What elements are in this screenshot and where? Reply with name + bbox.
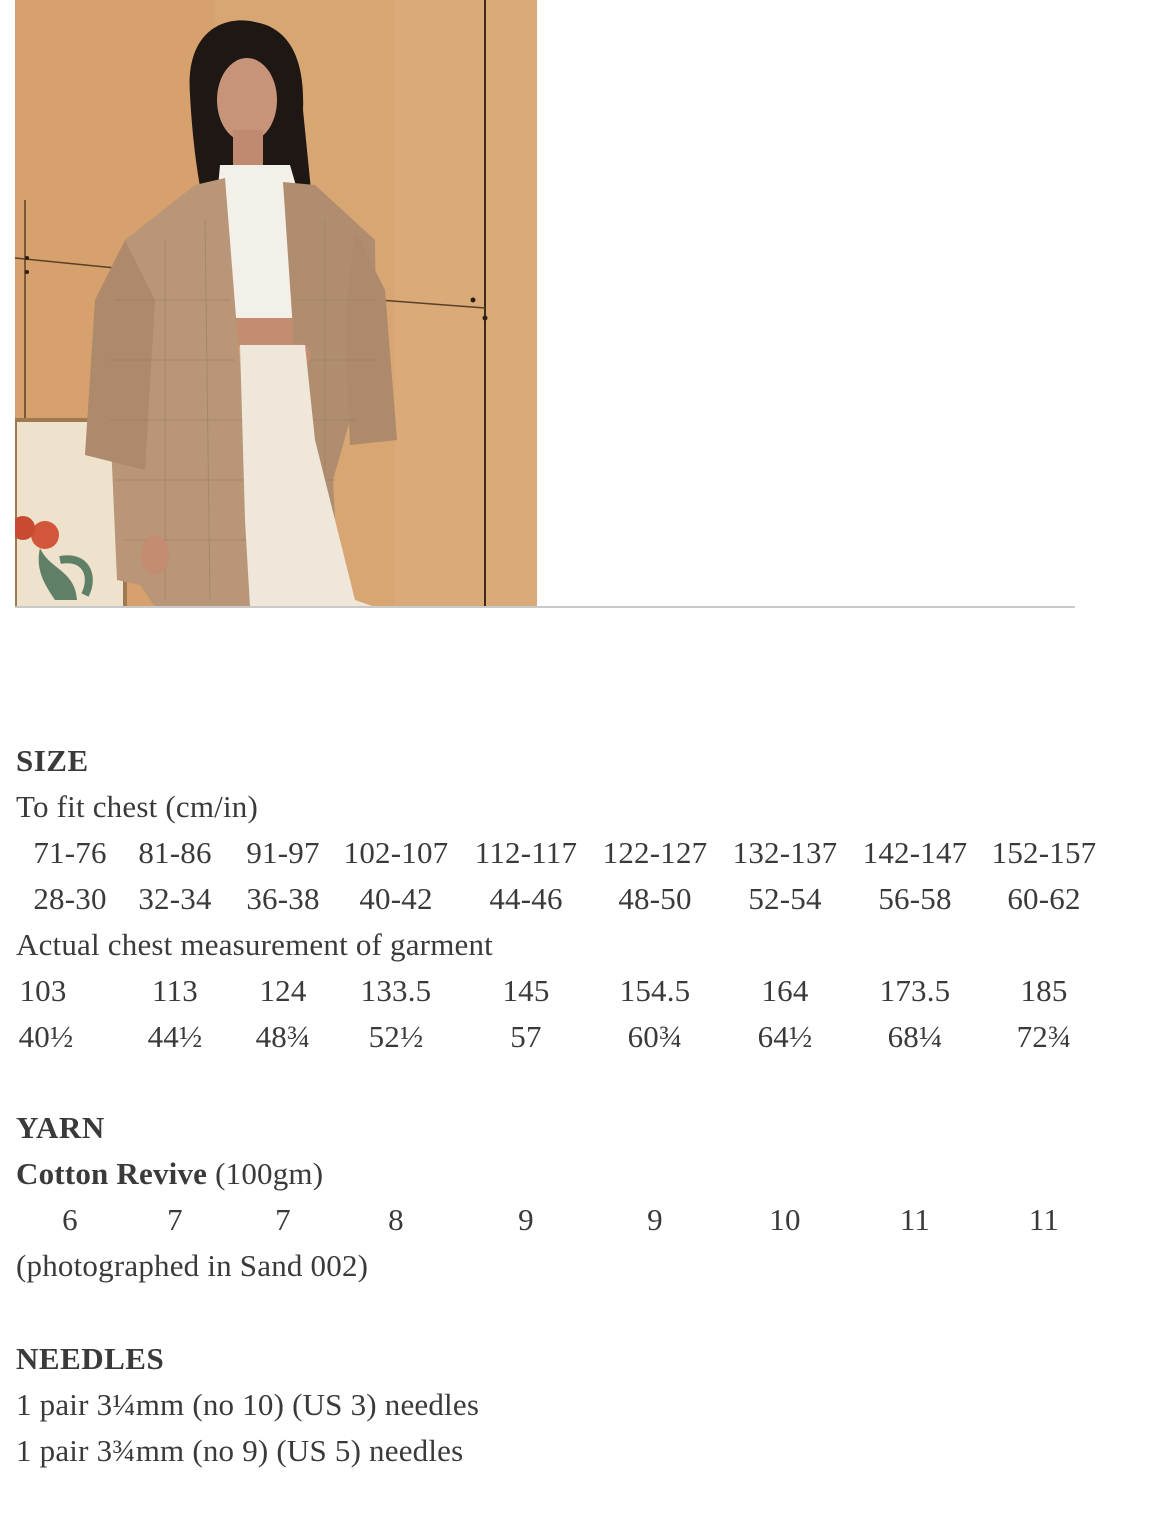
to-fit-in-cell: 44-46 — [489, 881, 563, 916]
to-fit-in-cell: 52-54 — [748, 881, 822, 916]
to-fit-in-cell: 48-50 — [618, 881, 692, 916]
yarn-quantity-cell: 7 — [275, 1202, 291, 1237]
actual-in-row — [16, 1014, 1136, 1060]
actual-cm-cell: 154.5 — [619, 973, 691, 1008]
yarn-name-line — [16, 1151, 1136, 1197]
to-fit-cm-cell: 91-97 — [246, 835, 320, 870]
needles-heading: NEEDLES — [16, 1341, 165, 1376]
yarn-quantity-cell: 9 — [647, 1202, 663, 1237]
actual-in-cell: 60¾ — [627, 1019, 683, 1054]
to-fit-cm-cell: 132-137 — [732, 835, 838, 870]
actual-cm-cell: 173.5 — [879, 973, 951, 1008]
actual-in-cell: 52½ — [368, 1019, 424, 1054]
yarn-photographed-note: (photographed in Sand 002) — [16, 1248, 369, 1283]
to-fit-cm-cell: 142-147 — [862, 835, 968, 870]
to-fit-label: To fit chest (cm/in) — [16, 789, 259, 824]
yarn-section — [16, 1105, 1136, 1289]
to-fit-in-cell: 28-30 — [33, 881, 107, 916]
to-fit-cm-cell: 152-157 — [991, 835, 1097, 870]
actual-in-cell: 57 — [510, 1019, 542, 1054]
actual-in-cell: 72¾ — [1016, 1019, 1072, 1054]
yarn-quantity-cell: 11 — [1028, 1202, 1060, 1237]
to-fit-cm-cell: 81-86 — [138, 835, 212, 870]
yarn-quantity-cell: 11 — [899, 1202, 931, 1237]
actual-cm-cell: 185 — [1020, 973, 1068, 1008]
actual-chest-label: Actual chest measurement of garment — [16, 927, 493, 962]
actual-in-cell: 44½ — [147, 1019, 203, 1054]
to-fit-cm-cell: 122-127 — [602, 835, 708, 870]
actual-cm-cell: 133.5 — [360, 973, 432, 1008]
to-fit-in-cell: 56-58 — [878, 881, 952, 916]
actual-cm-cell: 124 — [259, 973, 307, 1008]
to-fit-in-cell: 36-38 — [246, 881, 320, 916]
yarn-quantity-cell: 8 — [388, 1202, 404, 1237]
yarn-quantity-cell: 7 — [167, 1202, 183, 1237]
model-photo — [15, 0, 537, 607]
actual-in-cell: 40½ — [18, 1019, 74, 1054]
to-fit-in-cell: 60-62 — [1007, 881, 1081, 916]
to-fit-cm-cell: 71-76 — [33, 835, 107, 870]
needle-item: 1 pair 3¼mm (no 10) (US 3) needles — [16, 1387, 480, 1422]
actual-in-cell: 64½ — [757, 1019, 813, 1054]
yarn-quantity-cell: 9 — [518, 1202, 534, 1237]
actual-cm-cell: 145 — [502, 973, 550, 1008]
yarn-quantity-cell: 10 — [769, 1202, 801, 1237]
to-fit-in-cell: 40-42 — [359, 881, 433, 916]
yarn-heading: YARN — [16, 1110, 105, 1145]
to-fit-cm-cell: 102-107 — [343, 835, 449, 870]
yarn-quantity-row — [16, 1197, 1136, 1243]
needles-section — [16, 1336, 1136, 1474]
yarn-weight: (100gm) — [215, 1156, 324, 1191]
actual-cm-cell: 103 — [19, 973, 67, 1008]
to-fit-in-row — [16, 876, 1136, 922]
to-fit-in-cell: 32-34 — [138, 881, 212, 916]
needle-item: 1 pair 3¾mm (no 9) (US 5) needles — [16, 1433, 464, 1468]
actual-cm-cell: 113 — [152, 973, 198, 1008]
to-fit-cm-row — [16, 830, 1136, 876]
yarn-name: Cotton Revive — [16, 1156, 208, 1191]
to-fit-cm-cell: 112-117 — [474, 835, 578, 870]
actual-cm-cell: 164 — [761, 973, 809, 1008]
actual-cm-row — [16, 968, 1136, 1014]
actual-in-cell: 48¾ — [255, 1019, 311, 1054]
size-section — [16, 738, 1136, 1060]
actual-in-cell: 68¼ — [887, 1019, 943, 1054]
divider-line — [15, 606, 1075, 608]
yarn-quantity-cell: 6 — [62, 1202, 78, 1237]
size-heading: SIZE — [16, 743, 89, 778]
